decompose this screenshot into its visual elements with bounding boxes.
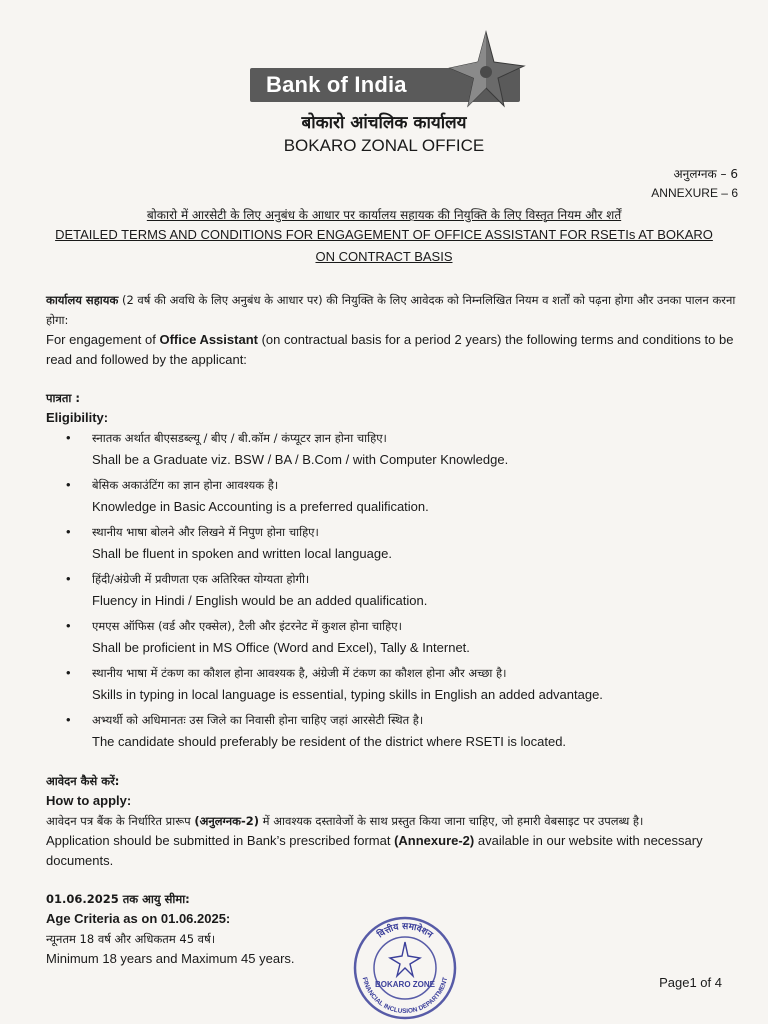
intro-english-prefix: For engagement of (46, 332, 160, 347)
star-icon (446, 30, 526, 108)
list-item (46, 569, 741, 611)
stamp-top-text: वित्तीय समावेशन (375, 921, 435, 941)
eligibility-item-hindi: बेसिक अकाउंटिंग का ज्ञान होना आवश्यक है। (92, 478, 279, 492)
bullet-icon: • (66, 571, 71, 586)
intro-english (46, 330, 741, 370)
intro-hindi (46, 290, 741, 330)
eligibility-item-english: The candidate should preferably be resident of the district where RSETI is located. (92, 734, 567, 749)
eligibility-item-english: Skills in typing in local language is essential, typing skills in English an added advantage. (92, 687, 603, 702)
eligibility-item-hindi: एमएस ऑफिस (वर्ड और एक्सेल), टैली और इंटरनेट में कुशल होना चाहिए। (92, 619, 402, 633)
logo-text: Bank of India (266, 72, 407, 97)
age-heading-english: Age Criteria as on 01.06.2025: (46, 911, 231, 926)
age-text-hindi: न्यूनतम 18 वर्ष और अधिकतम 45 वर्ष। (46, 932, 216, 946)
document-title-hindi: बोकारो में आरसेटी के लिए अनुबंध के आधार पर कार्यालय सहायक की नियुक्ति के लिए विस्तृत नियम और शर्तें (146, 208, 622, 222)
apply-english-prefix: Application should be submitted in Bank’s prescribed format (46, 833, 395, 848)
bullet-icon: • (66, 618, 71, 633)
bank-logo (250, 30, 540, 108)
bullet-icon: • (66, 477, 71, 492)
list-item (46, 475, 741, 517)
bullet-icon: • (66, 712, 71, 727)
list-item (46, 710, 741, 752)
bullet-icon: • (66, 430, 71, 445)
star-icon (390, 942, 420, 976)
bullet-icon: • (66, 665, 71, 680)
title-line-1: DETAILED TERMS AND CONDITIONS FOR ENGAGEMENT OF OFFICE ASSISTANT FOR RSETIs AT BOKARO (55, 227, 713, 242)
list-item (46, 522, 741, 564)
eligibility-item-hindi: हिंदी/अंग्रेजी में प्रवीणता एक अतिरिक्त योग्यता होगी। (92, 572, 310, 586)
bullet-icon: • (66, 524, 71, 539)
apply-text-hindi (46, 811, 741, 831)
page-number: Page1 of 4 (659, 975, 722, 990)
list-item (46, 663, 741, 705)
eligibility-heading-english: Eligibility: (46, 410, 109, 425)
list-item (46, 616, 741, 658)
annexure-label-english: ANNEXURE – 6 (651, 186, 738, 200)
apply-hindi-prefix: आवेदन पत्र बैंक के निर्धारित प्रारूप (46, 814, 195, 828)
document-title-english (0, 224, 768, 268)
apply-heading-english: How to apply: (46, 793, 132, 808)
age-heading-hindi: 01.06.2025 तक आयु सीमा: (46, 892, 190, 906)
intro-hindi-rest: (2 वर्ष की अवधि के लिए अनुबंध के आधार पर) की नियुक्ति के लिए आवेदक को निम्नलिखित नियम व शर्तों को पढ़ना होगा और उनका पालन करना होगा: (46, 293, 736, 327)
eligibility-item-hindi: स्थानीय भाषा में टंकण का कौशल होना आवश्यक है, अंग्रेजी में टंकण का कौशल होना और अच्छा है। (92, 666, 507, 680)
apply-text-english (46, 831, 741, 871)
official-stamp (350, 912, 460, 1020)
intro-english-bold: Office Assistant (159, 332, 258, 347)
eligibility-item-english: Knowledge in Basic Accounting is a preferred qualification. (92, 499, 429, 514)
apply-hindi-bold: (अनुलग्नक-2) (194, 814, 260, 828)
eligibility-heading-hindi: पात्रता : (46, 391, 80, 405)
intro-hindi-bold: कार्यालय सहायक (46, 293, 119, 307)
list-item (46, 428, 741, 470)
eligibility-item-english: Shall be a Graduate viz. BSW / BA / B.Com / with Computer Knowledge. (92, 452, 509, 467)
office-name-english: BOKARO ZONAL OFFICE (283, 136, 485, 155)
apply-heading-hindi: आवेदन कैसे करें: (46, 774, 120, 788)
apply-hindi-rest: में आवश्यक दस्तावेजों के साथ प्रस्तुत किया जाना चाहिए, जो हमारी वेबसाइट पर उपलब्ध है। (259, 814, 644, 828)
stamp-bottom-text: FINANCIAL INCLUSION DEPARTMENT (360, 976, 450, 1016)
office-name-hindi: बोकारो आंचलिक कार्यालय (301, 113, 467, 133)
eligibility-item-english: Shall be fluent in spoken and written local language. (92, 546, 392, 561)
eligibility-item-hindi: स्थानीय भाषा बोलने और लिखने में निपुण होना चाहिए। (92, 525, 319, 539)
eligibility-item-english: Fluency in Hindi / English would be an added qualification. (92, 593, 428, 608)
title-line-2: ON CONTRACT BASIS (315, 249, 453, 264)
eligibility-item-english: Shall be proficient in MS Office (Word and Excel), Tally & Internet. (92, 640, 470, 655)
svg-text:वित्तीय समावेशन (374, 922, 435, 941)
apply-english-rest: available in our website with necessary documents. (46, 833, 703, 868)
document-body (46, 290, 741, 969)
eligibility-list (46, 428, 741, 752)
eligibility-item-hindi: अभ्यर्थी को अधिमानतः उस जिले का निवासी होना चाहिए जहां आरसेटी स्थित है। (92, 713, 424, 727)
eligibility-item-hindi: स्नातक अर्थात बीएसडब्ल्यू / बीए / बी.कॉम / कंप्यूटर ज्ञान होना चाहिए। (92, 431, 387, 445)
stamp-center-text: BOKARO ZONE (375, 980, 435, 989)
annexure-label-hindi: अनुलग्नक – 6 (673, 167, 738, 181)
apply-english-bold: (Annexure-2) (394, 833, 475, 848)
intro-english-rest: (on contractual basis for a period 2 years) the following terms and conditions to be read and followed by the applicant: (46, 332, 734, 367)
age-text-english: Minimum 18 years and Maximum 45 years. (46, 951, 295, 966)
